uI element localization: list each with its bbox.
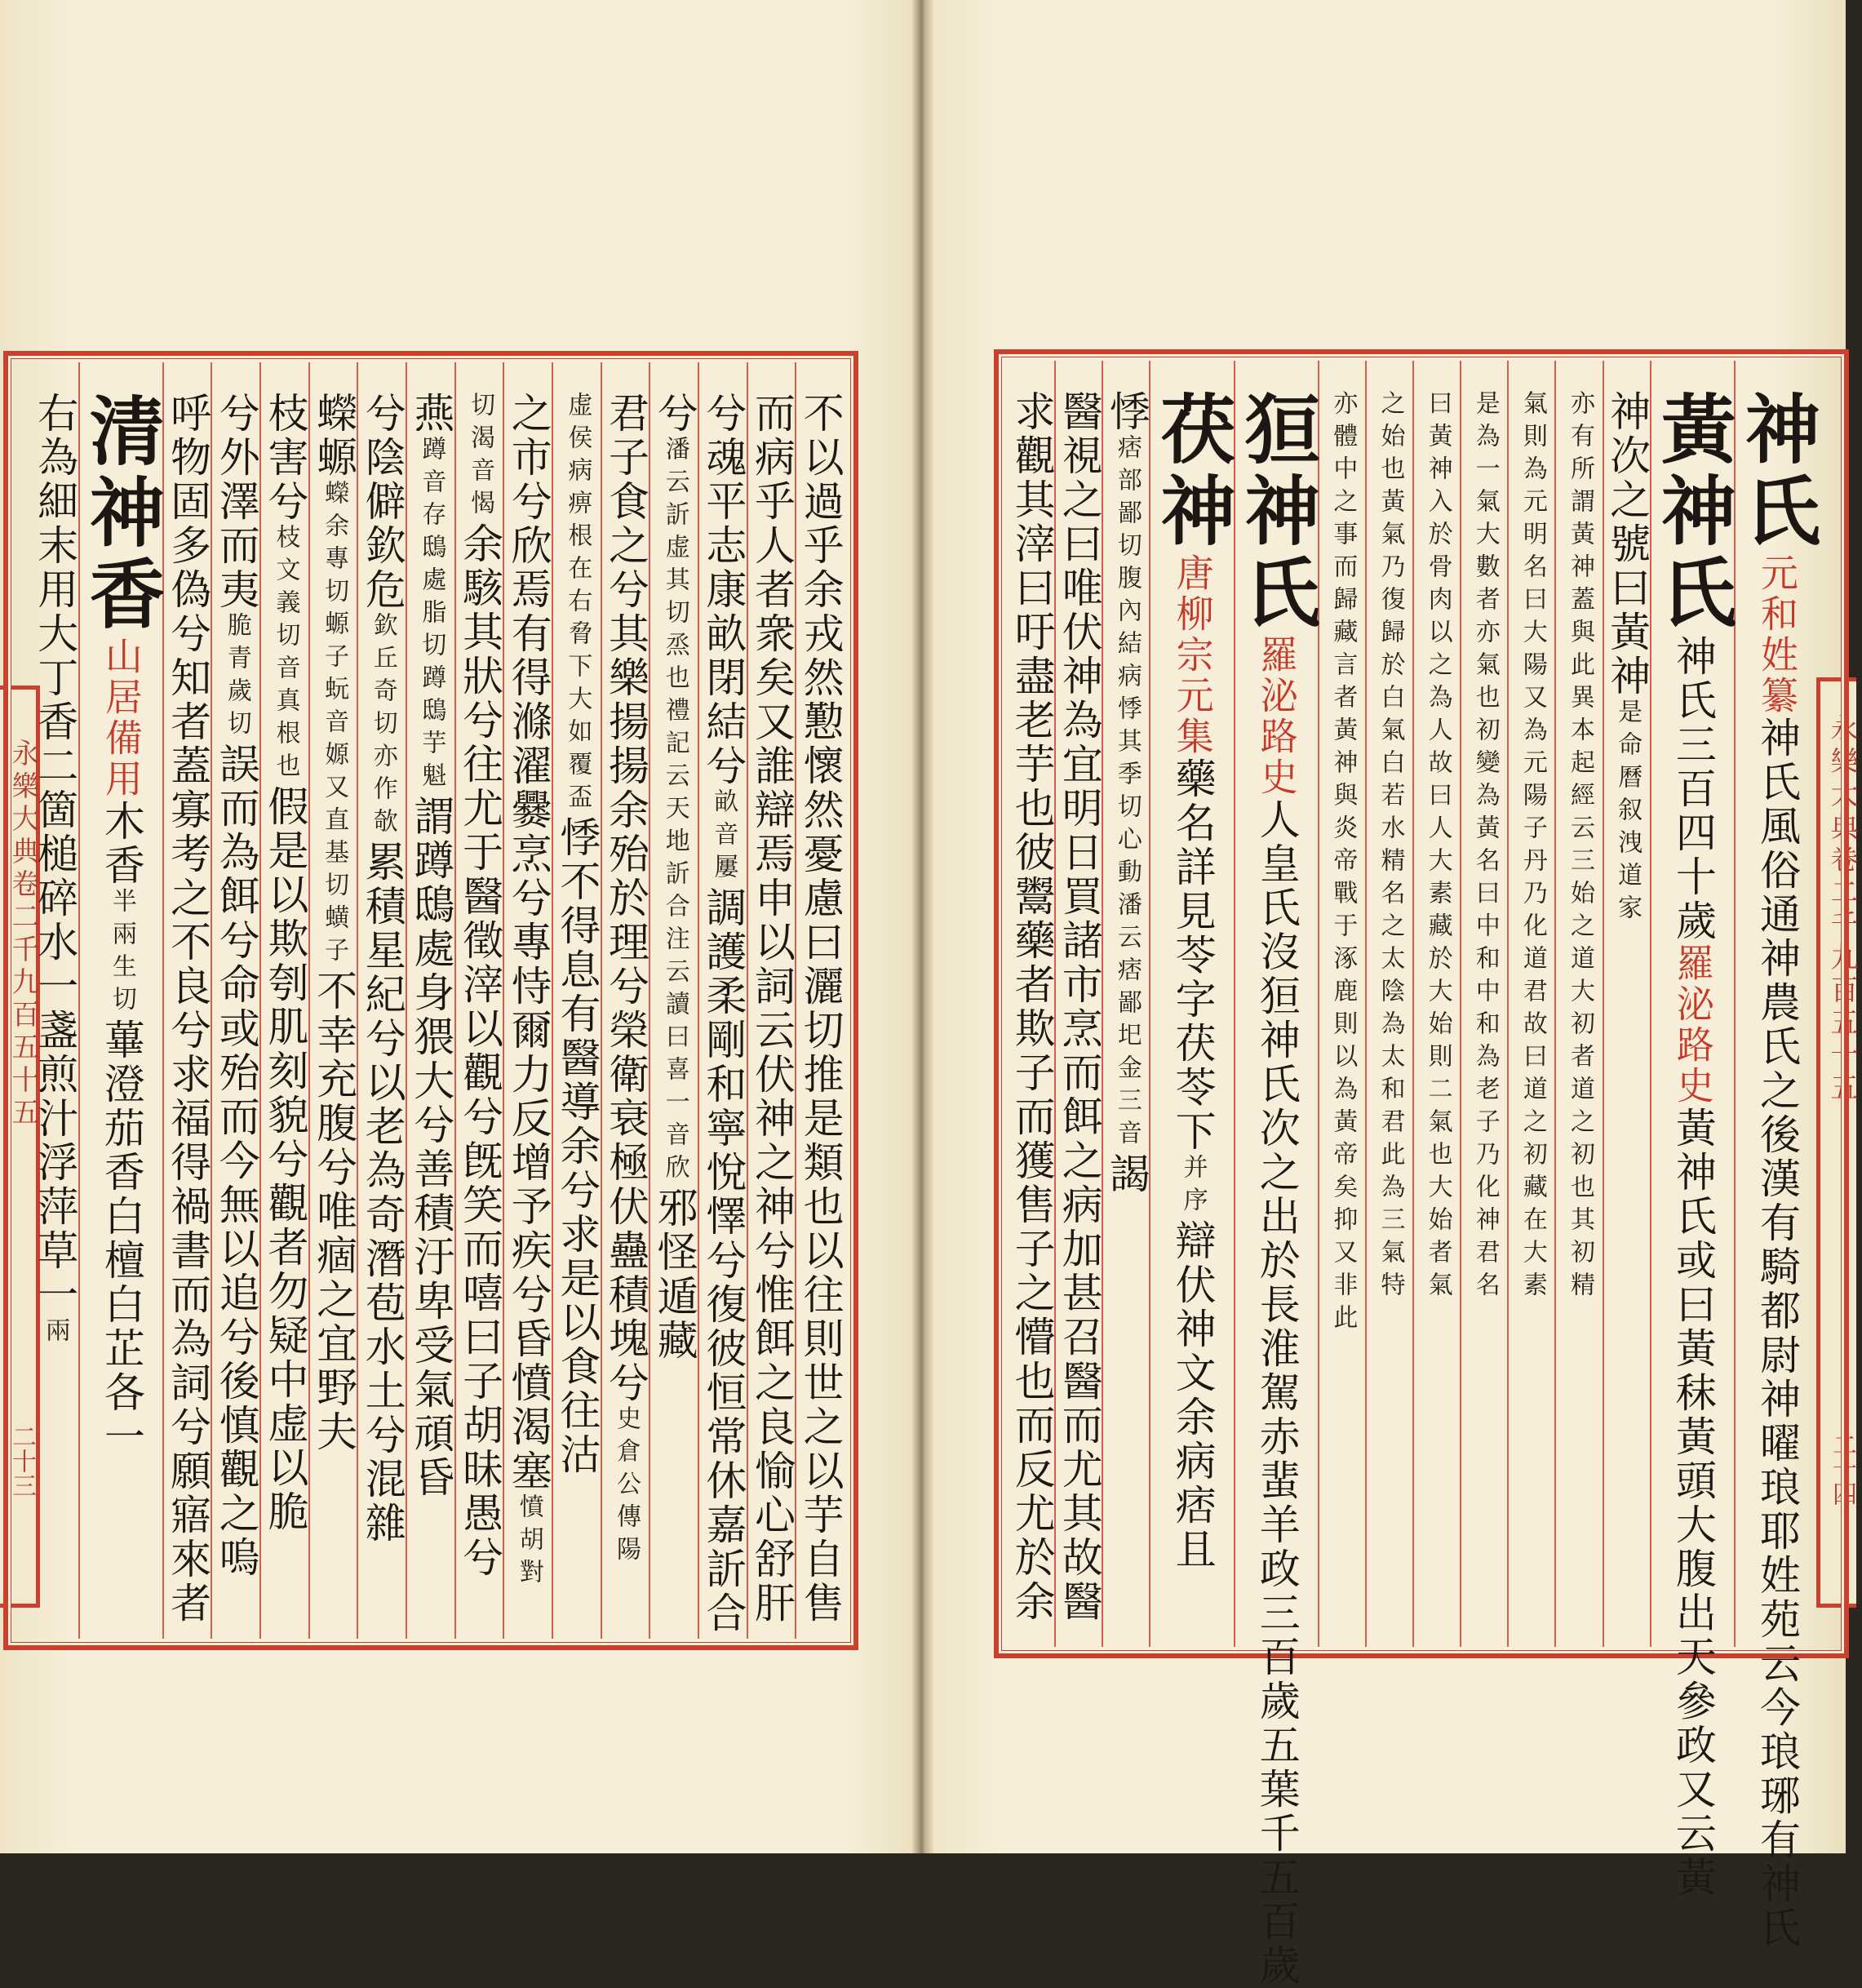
body-text: 醫視之曰唯伏神為宜明日買諸市烹而餌之病加甚召醫而尤其故醫 — [1055, 390, 1103, 1624]
body-text: 黃神氏或曰黃秣黃頭大腹出天參政又云黃 — [1669, 1107, 1717, 1900]
annotation-text: 潘云訢虚其切烝也禮記云天地訢合注云讀曰喜一音欣 — [660, 436, 689, 1187]
entry-heading: 清神香 — [77, 392, 166, 637]
column-text — [1648, 390, 1737, 1900]
left-page-column-11 — [308, 362, 357, 1639]
column-text — [77, 392, 166, 1639]
right-page-column-5 — [1507, 361, 1554, 1647]
left-page-column-4 — [649, 362, 698, 1639]
annotation-text: 憤胡對 — [514, 1493, 543, 1591]
body-text: 白芷各一 — [97, 1283, 145, 1459]
body-text: 駕赤蜚羊政三百歲五葉千五百歲 — [1252, 1371, 1301, 1988]
left-page-column-2 — [747, 362, 796, 1639]
left-page-column-6 — [552, 362, 601, 1639]
body-text: 而病乎人者衆矣又誰辯焉申以詞云伏神之神兮惟餌之良愉心舒肝 — [748, 392, 796, 1626]
annotation-text: 亦體中之事而歸藏言者黃神與炎帝戰于涿鹿則以為黃帝矣抑又非此 — [1328, 390, 1358, 1337]
left-page-column-9 — [406, 362, 454, 1639]
left-page-column-12 — [259, 362, 308, 1639]
body-text: 假是以欺刳肌刻貌兮觀者勿疑中虚以脆 — [261, 785, 309, 1534]
left-page-column-1 — [795, 362, 844, 1639]
column-text — [214, 392, 259, 1639]
body-text: 右為細末用大丁香二箇槌碎水一盞煎汁浮萍草一 — [31, 392, 79, 1317]
body-text: 悸 — [1102, 390, 1150, 434]
column-text — [311, 392, 356, 1639]
column-text — [652, 392, 697, 1639]
body-text: 悸不得息有醫導余兮求是以食往沽 — [553, 816, 601, 1477]
column-text — [1232, 390, 1321, 1988]
annotation-text: 畝音屢 — [709, 788, 738, 886]
body-text: 累積星紀兮以老為奇潛苞水土兮混雜 — [358, 841, 406, 1546]
annotation-text: 是為一氣大數者亦氣也初變為黃名曰中和中和為老子乃化神君名 — [1470, 390, 1500, 1304]
left-columns — [31, 362, 844, 1639]
body-text: 人皇氏沒狟神氏次之出於長淮 — [1252, 798, 1301, 1371]
body-text: 白檀 — [97, 1195, 145, 1283]
column-text — [1148, 390, 1237, 1647]
column-text — [457, 392, 502, 1639]
left-page-column-16 — [31, 362, 78, 1639]
annotation-text: 曰黃神入於骨肉以之為人故曰人大素藏於大始則二氣也大始者氣 — [1423, 390, 1452, 1304]
column-text — [506, 392, 551, 1639]
column-text — [1415, 390, 1460, 1647]
column-text — [1510, 390, 1554, 1647]
body-text: 邪怪遁藏 — [650, 1187, 698, 1363]
column-text — [1057, 390, 1102, 1647]
annotation-text: 兩 — [41, 1317, 70, 1350]
body-text: 枝害兮 — [261, 392, 309, 524]
column-text — [262, 392, 307, 1639]
column-text — [554, 392, 599, 1639]
annotation-text: 是命曆叙洩道家 — [1613, 699, 1643, 927]
body-text: 調護柔剛和寧悅懌兮復彼恒常休嘉訢合 — [699, 886, 747, 1635]
body-text: 誤而為餌兮命或殆而今無以追兮後慎觀之嗚 — [212, 743, 260, 1580]
body-text: 神氏三百四十歲 — [1669, 635, 1717, 943]
annotation-text: 虚侯病痹根在右脅下大如覆盃 — [563, 392, 592, 816]
body-text: 木香 — [97, 800, 145, 888]
right-page-column-7 — [1412, 361, 1460, 1647]
annotation-text: 半兩生 — [107, 888, 136, 986]
right-page-column-6 — [1460, 361, 1507, 1647]
column-text — [165, 392, 210, 1639]
body-text: 兮 — [650, 392, 698, 436]
left-page-column-5 — [601, 362, 649, 1639]
annotation-text: 亦有所謂黃神蓋與此異本起經云三始之道大初者道之初也其初精 — [1565, 390, 1594, 1304]
left-page-column-10 — [357, 362, 406, 1639]
column-text — [1604, 390, 1649, 1647]
body-text: 神氏風俗通神農氏之後漢有 — [1753, 717, 1801, 1245]
body-text: 神次之號曰黃神 — [1603, 390, 1651, 699]
annotation-text: 并序 — [1178, 1154, 1208, 1219]
annotation-text: 欽丘奇切亦作欹 — [368, 612, 397, 841]
body-text: 藥名詳見苓字茯苓下 — [1168, 757, 1217, 1154]
right-page-column-4 — [1554, 361, 1602, 1647]
column-text — [1733, 390, 1821, 1950]
body-text: 謁 — [1102, 1152, 1150, 1196]
annotation-text: 痞部鄙切腹內結病悸其季切心動潘云痞鄙圯金三音 — [1112, 434, 1142, 1152]
left-page-column-13 — [211, 362, 259, 1639]
right-columns — [1008, 361, 1821, 1988]
body-text: 兮外澤而夷 — [212, 392, 260, 612]
annotation-text: 切渴音愒 — [466, 392, 495, 522]
left-page-column-15 — [77, 362, 166, 1639]
column-text — [749, 392, 794, 1639]
annotation-text: 切 — [107, 986, 136, 1018]
left-tab-page-number: 二十三 — [7, 1424, 36, 1498]
annotation-text: 之始也黃氣乃復歸於白氣白若水精名之太陰為太和君此為三氣特 — [1376, 390, 1405, 1304]
right-tab-label: 永樂大典卷二千九百五十五 — [1825, 714, 1858, 1106]
entry-heading: 茯神 — [1148, 390, 1237, 553]
body-text: 君子食之兮其樂揚揚余殆於理兮榮衛衰極伏蠱積塊兮 — [602, 392, 650, 1405]
column-text — [1557, 390, 1602, 1647]
right-page-column-14 — [1009, 361, 1054, 1647]
right-page-column-10 — [1232, 361, 1321, 1988]
book-spine — [912, 0, 933, 1853]
column-text — [360, 392, 405, 1639]
annotation-text: 蹲音存鴟處脂切蹲鴟芋魁 — [417, 436, 446, 795]
right-page-column-9 — [1318, 361, 1365, 1647]
column-text — [1462, 390, 1507, 1647]
right-page-column-13 — [1054, 361, 1102, 1647]
body-text: 兮陰僻欽危 — [358, 392, 406, 612]
left-page-column-7 — [503, 362, 552, 1639]
left-page-column-8 — [454, 362, 503, 1639]
body-text: 辯伏神文 — [1168, 1219, 1217, 1396]
annotation-text: 脆青歲切 — [222, 612, 251, 743]
left-page-column-3 — [698, 362, 747, 1639]
annotation-text: 枝文義切音真根也 — [271, 524, 300, 785]
right-page-column-12 — [1102, 361, 1149, 1647]
column-text — [408, 392, 453, 1639]
entry-heading: 黃神氏 — [1648, 390, 1737, 635]
column-text — [32, 392, 77, 1639]
body-text: 呼物固多偽兮知者蓋寡考之不良兮求福得禍書而為詞兮願寤來者 — [164, 392, 212, 1626]
source-citation: 羅泌路史 — [1254, 635, 1299, 798]
annotation-text: 氣則為元明名曰大陽又為元陽子丹乃化道君故曰道之初藏在大素 — [1518, 390, 1547, 1304]
body-text: 騎都尉神曜琅耶姓苑云今琅琊有神氏 — [1753, 1245, 1801, 1950]
left-page-column-14 — [162, 362, 211, 1639]
annotation-text: 史倉公傳陽 — [612, 1405, 641, 1569]
body-text: 不幸充腹兮唯痼之宜野夫 — [310, 970, 358, 1454]
source-citation: 元和姓纂 — [1755, 553, 1799, 717]
source-citation: 山居備用 — [99, 637, 144, 800]
source-citation: 唐柳宗元集 — [1170, 553, 1215, 757]
column-text — [603, 392, 648, 1639]
body-text: 之市兮欣焉有得滌濯爨烹兮專恃爾力反增予疾兮昏憤渴塞 — [504, 392, 552, 1493]
body-text: 處身猥大兮善積汙卑受氣頑昏 — [407, 927, 455, 1500]
body-text: 蠑螈 — [310, 392, 358, 480]
right-page-column-3 — [1603, 361, 1650, 1647]
body-text: 求觀其滓曰吁盡老芋也彼鬻藥者欺子而獲售子之懵也而反尤於余 — [1008, 390, 1056, 1624]
body-text: 燕 — [407, 392, 455, 436]
body-text: 蓽澄茄香 — [97, 1018, 145, 1195]
right-page-column-1 — [1733, 361, 1821, 1950]
left-text-frame — [3, 351, 858, 1650]
body-text: 余駭其狀兮往尤于醫徵滓以觀兮旣笑而嘻曰子胡昧愚兮 — [456, 522, 504, 1580]
right-tab-page-number: 二十四 — [1828, 1432, 1856, 1506]
body-text: 兮魂平志康畝閉結兮 — [699, 392, 747, 788]
body-text: 謂蹲鴟 — [407, 795, 455, 927]
right-page-column-11 — [1148, 361, 1237, 1647]
entry-heading: 神氏 — [1733, 390, 1821, 553]
right-page-column-2 — [1648, 361, 1737, 1900]
column-text — [1319, 390, 1364, 1647]
left-tab-label: 永樂大典卷二千九百五十五 — [7, 739, 39, 1130]
source-citation: 羅泌路史 — [1670, 943, 1715, 1107]
column-text — [700, 392, 745, 1639]
column-text — [1367, 390, 1412, 1647]
column-text — [1009, 390, 1054, 1647]
entry-heading: 狟神氏 — [1232, 390, 1321, 635]
right-text-frame — [994, 349, 1849, 1988]
annotation-text: 蠑余專切螈子蚖音嫄又直基切蟥子 — [320, 480, 349, 970]
body-text: 余病痞且 — [1168, 1396, 1217, 1572]
body-text: 不以過乎余戎然懃懷然憂慮曰灑切推是類也以往則世之以芋自售 — [796, 392, 845, 1626]
column-text — [1104, 390, 1149, 1647]
column-text — [798, 392, 843, 1639]
right-page-column-8 — [1365, 361, 1412, 1647]
